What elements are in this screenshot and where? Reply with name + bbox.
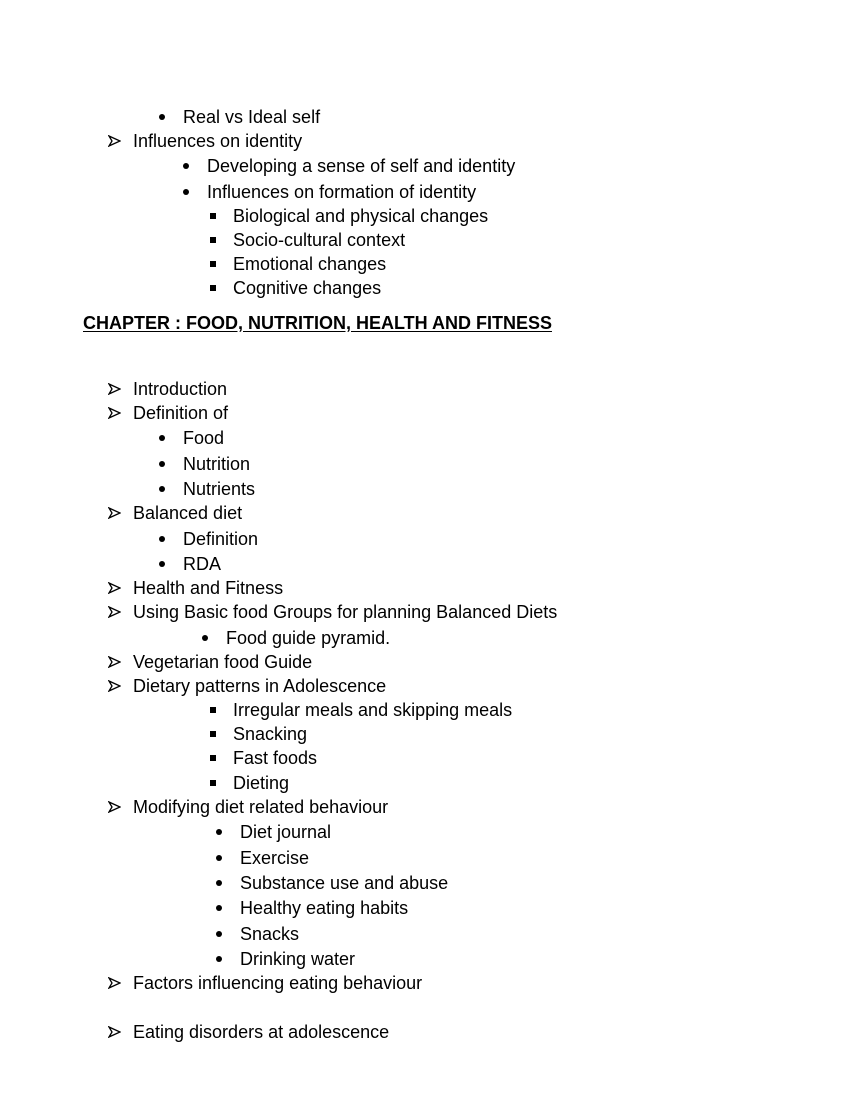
- square-bullet-icon: [208, 205, 218, 227]
- arrow-bullet-icon: [107, 577, 121, 599]
- outline-item-text: Emotional changes: [233, 254, 387, 274]
- outline-item-text: Factors influencing eating behaviour: [133, 973, 423, 993]
- outline-item-text: Food: [183, 428, 225, 448]
- square-bullet-icon: [208, 747, 218, 769]
- outline-item-text: Cognitive changes: [233, 278, 382, 298]
- arrow-bullet-icon: [107, 502, 121, 524]
- arrow-bullet-icon: [107, 675, 121, 697]
- dot-bullet-icon: [214, 847, 224, 869]
- outline-item-text: Definition of: [133, 403, 229, 423]
- arrow-bullet-icon: [107, 402, 121, 424]
- outline-item-text: Influences on formation of identity: [207, 182, 477, 202]
- arrow-bullet-icon: [107, 651, 121, 673]
- outline-item-text: Biological and physical changes: [233, 206, 489, 226]
- arrow-bullet-icon: [107, 796, 121, 818]
- outline-item-text: Food guide pyramid.: [226, 628, 391, 648]
- outline-item-text: Substance use and abuse: [240, 873, 449, 893]
- outline-item-text: Snacking: [233, 724, 308, 744]
- outline-item-text: Fast foods: [233, 748, 318, 768]
- square-bullet-icon: [208, 229, 218, 251]
- dot-bullet-icon: [157, 453, 167, 475]
- outline-item-text: Nutrients: [183, 479, 256, 499]
- dot-bullet-icon: [214, 897, 224, 919]
- outline-item-text: Irregular meals and skipping meals: [233, 700, 513, 720]
- dot-bullet-icon: [157, 478, 167, 500]
- dot-bullet-icon: [214, 872, 224, 894]
- outline-item-text: Health and Fitness: [133, 578, 284, 598]
- square-bullet-icon: [208, 723, 218, 745]
- outline-item-text: Introduction: [133, 379, 228, 399]
- arrow-bullet-icon: [107, 972, 121, 994]
- dot-bullet-icon: [200, 627, 210, 649]
- outline-item-text: Snacks: [240, 924, 300, 944]
- outline-item-text: Influences on identity: [133, 131, 303, 151]
- outline-item-text: Diet journal: [240, 822, 332, 842]
- outline-item-text: Socio-cultural context: [233, 230, 406, 250]
- square-bullet-icon: [208, 277, 218, 299]
- outline-item-text: Definition: [183, 529, 259, 549]
- dot-bullet-icon: [157, 553, 167, 575]
- dot-bullet-icon: [157, 427, 167, 449]
- arrow-bullet-icon: [107, 130, 121, 152]
- outline-item-text: Nutrition: [183, 454, 251, 474]
- outline-item-text: RDA: [183, 554, 222, 574]
- outline-item-text: Using Basic food Groups for planning Balanced Diets: [133, 602, 558, 622]
- outline-item-text: Balanced diet: [133, 503, 243, 523]
- dot-bullet-icon: [157, 528, 167, 550]
- outline-item-text: Drinking water: [240, 949, 356, 969]
- outline-item-text: Exercise: [240, 848, 310, 868]
- square-bullet-icon: [208, 699, 218, 721]
- outline-item-text: Dietary patterns in Adolescence: [133, 676, 387, 696]
- outline-item-text: Real vs Ideal self: [183, 107, 321, 127]
- dot-bullet-icon: [214, 923, 224, 945]
- arrow-bullet-icon: [107, 601, 121, 623]
- square-bullet-icon: [208, 772, 218, 794]
- outline-item-text: Eating disorders at adolescence: [133, 1022, 390, 1042]
- chapter-heading: CHAPTER : FOOD, NUTRITION, HEALTH AND FITNESS: [83, 313, 552, 333]
- outline-item-text: Vegetarian food Guide: [133, 652, 313, 672]
- dot-bullet-icon: [214, 821, 224, 843]
- outline-item-text: Healthy eating habits: [240, 898, 409, 918]
- arrow-bullet-icon: [107, 378, 121, 400]
- outline-item-text: Developing a sense of self and identity: [207, 156, 516, 176]
- outline-item-text: Modifying diet related behaviour: [133, 797, 389, 817]
- dot-bullet-icon: [214, 948, 224, 970]
- dot-bullet-icon: [181, 181, 191, 203]
- square-bullet-icon: [208, 253, 218, 275]
- arrow-bullet-icon: [107, 1021, 121, 1043]
- outline-item-text: Dieting: [233, 773, 290, 793]
- dot-bullet-icon: [157, 106, 167, 128]
- dot-bullet-icon: [181, 155, 191, 177]
